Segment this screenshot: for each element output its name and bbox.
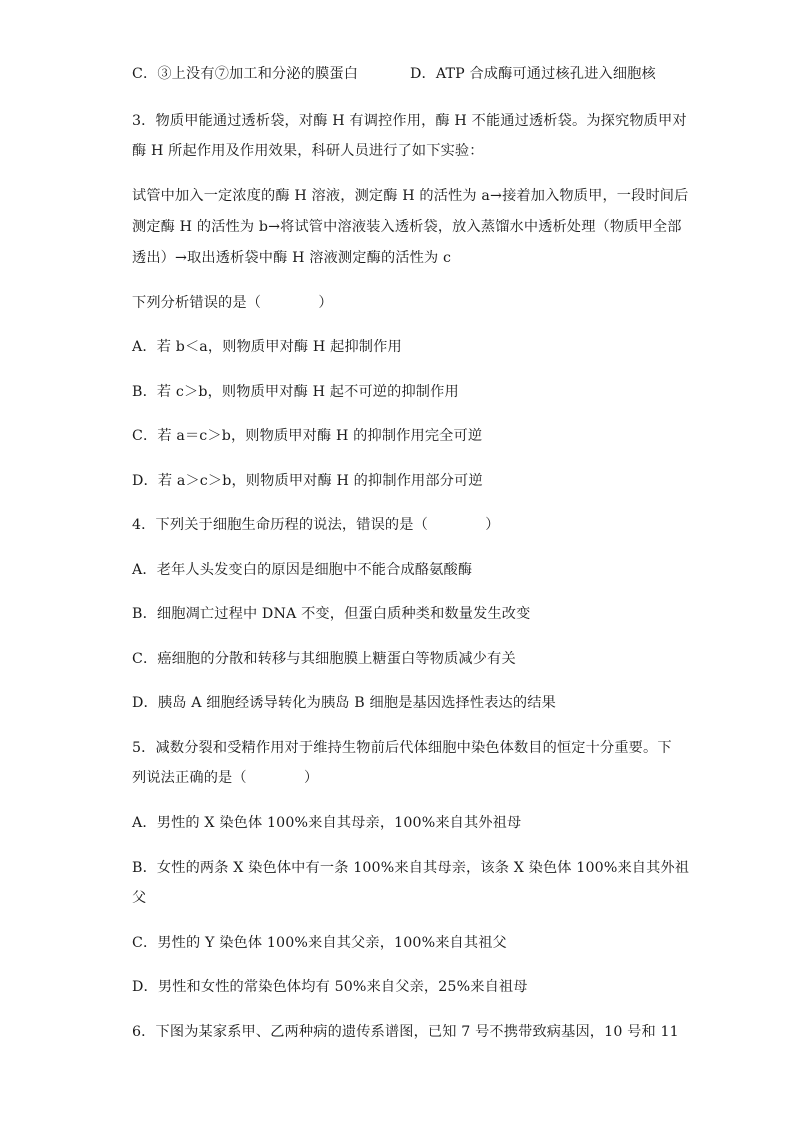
q4-option-d: D．胰岛 A 细胞经诱导转化为胰岛 B 细胞是基因选择性表达的结果 <box>132 695 556 711</box>
q5-option-b-line-2: 父 <box>132 890 147 906</box>
q4-option-c: C．癌细胞的分散和转移与其细胞膜上糖蛋白等物质减少有关 <box>132 651 516 667</box>
q3-option-c: C．若 a＝c＞b，则物质甲对酶 H 的抑制作用完全可逆 <box>132 428 483 444</box>
q4-stem: 4．下列关于细胞生命历程的说法，错误的是（ ） <box>132 517 500 533</box>
q3-option-d: D．若 a＞c＞b，则物质甲对酶 H 的抑制作用部分可逆 <box>132 473 483 489</box>
q5-option-d: D．男性和女性的常染色体均有 50%来自父亲，25%来自祖母 <box>132 979 528 995</box>
q3-stem-line-2: 酶 H 所起作用及作用效果，科研人员进行了如下实验： <box>132 143 484 159</box>
q3-experiment-line-3: 透出）→取出透析袋中酶 H 溶液测定酶的活性为 c <box>132 250 452 266</box>
q2-option-c: C．③上没有⑦加工和分泌的膜蛋白 <box>132 66 359 82</box>
q2-options-cd <box>132 64 656 84</box>
q2-option-d: D．ATP 合成酶可通过核孔进入细胞核 <box>410 66 656 82</box>
q3-option-b: B．若 c＞b，则物质甲对酶 H 起不可逆的抑制作用 <box>132 384 459 400</box>
q3-question: 下列分析错误的是（ ） <box>132 295 333 311</box>
q4-option-b: B．细胞凋亡过程中 DNA 不变，但蛋白质种类和数量发生改变 <box>132 606 531 622</box>
q3-experiment-line-1: 试管中加入一定浓度的酶 H 溶液，测定酶 H 的活性为 a→接着加入物质甲，一段时间后 <box>132 188 689 204</box>
q5-option-a: A．男性的 X 染色体 100%来自其母亲，100%来自其外祖母 <box>132 815 522 831</box>
q5-stem-line-1: 5．减数分裂和受精作用对于维持生物前后代体细胞中染色体数目的恒定十分重要。下 <box>132 740 672 756</box>
q5-option-b-line-1: B．女性的两条 X 染色体中有一条 100%来自其母亲，该条 X 染色体 100%来自其外祖 <box>132 860 690 876</box>
q5-stem-line-2: 列说法正确的是（ ） <box>132 770 319 786</box>
q6-stem-line-1: 6．下图为某家系甲、乙两种病的遗传系谱图，已知 7 号不携带致病基因，10 号和 11 <box>132 1024 679 1040</box>
q3-experiment-line-2: 测定酶 H 的活性为 b→将试管中溶液装入透析袋，放入蒸馏水中透析处理（物质甲全部 <box>132 219 682 235</box>
q4-option-a: A．老年人头发变白的原因是细胞中不能合成酪氨酸酶 <box>132 562 473 578</box>
q5-option-c: C．男性的 Y 染色体 100%来自其父亲，100%来自其祖父 <box>132 935 507 951</box>
q3-stem-line-1: 3．物质甲能通过透析袋，对酶 H 有调控作用，酶 H 不能通过透析袋。为探究物质甲对 <box>132 113 687 129</box>
q3-option-a: A．若 b＜a，则物质甲对酶 H 起抑制作用 <box>132 339 402 355</box>
